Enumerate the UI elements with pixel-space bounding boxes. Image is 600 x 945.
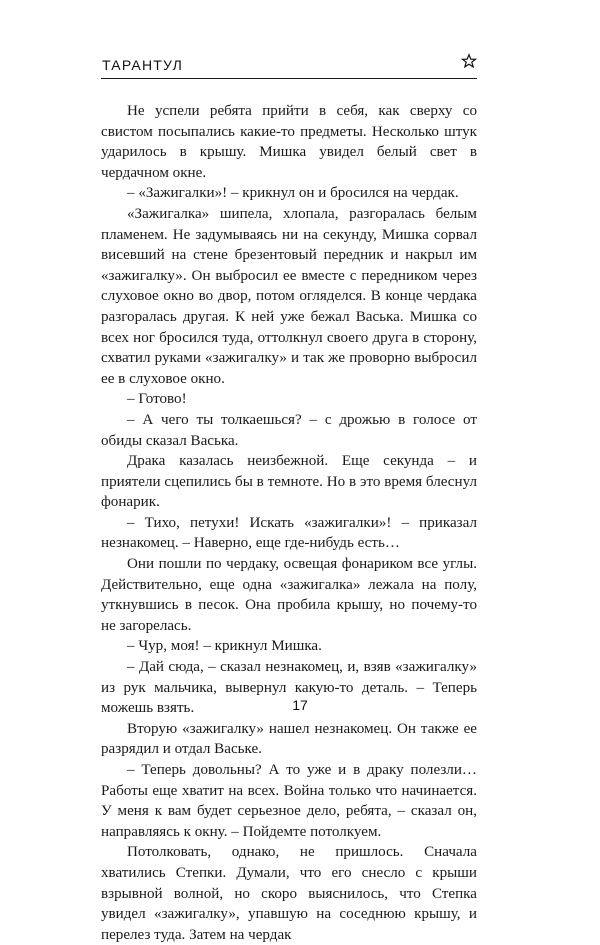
paragraph: Вторую «зажигалку» нашел незнакомец. Он также ее разрядил и отдал Ваське. — [101, 720, 477, 758]
paragraph: Потолковать, однако, не пришлось. Сначала хватились Степки. Думали, что его снесло с крыши взрывной волной, но скоро выяснилось, что Степка увидел «зажигалку», упавшую на соседнюю крышу, и перелез туда. Затем на чердак — [101, 844, 477, 943]
paragraph: Они пошли по чердаку, освещая фонариком все углы. Действительно, еще одна «зажигалка» лежала на полу, уткнувшись в песок. Она пробила крышу, но почему-то не загорелась. — [101, 556, 477, 634]
running-header-title: ТАРАНТУЛ — [102, 57, 184, 73]
paragraph: «Зажигалка» шипела, хлопала, разгоралась белым пламенем. Не задумываясь ни на секунду, Мишка сорвал висевший на стене брезентовый передник и накрыл им «зажигалку». Он выбросил ее вместе с передником через слуховое окно во двор, потом огляделся. В конце чердака разгоралась другая. К ней уже бежал Васька. Мишка со всех ног бросился туда, оттолкнул своего друга в сторону, схватил руками «зажигалку» и так же проворно выбросил ее в слуховое окно. — [101, 205, 477, 387]
paragraph: Не успели ребята прийти в себя, как сверху со свистом посыпались какие-то предметы. Несколько штук ударилось в крышу. Мишка увидел белый свет в чердачном окне. — [101, 103, 477, 181]
page-number: 17 — [292, 697, 308, 713]
running-header — [101, 48, 477, 79]
body-text — [101, 101, 477, 945]
paragraph: – Готово! — [127, 391, 187, 408]
star-icon — [461, 53, 477, 69]
paragraph: – Тихо, петухи! Искать «зажигалки»! – приказал незнакомец. – Наверно, еще где-нибудь есть… — [101, 514, 477, 552]
paragraph: – «Зажигалки»! – крикнул он и бросился на чердак. — [127, 185, 459, 202]
paragraph: Драка казалась неизбежной. Еще секунда – и приятели сцепились бы в темноте. Но в это время блеснул фонарик. — [101, 453, 477, 511]
paragraph: – Дай сюда, – сказал незнакомец, и, взяв «зажигалку» из рук мальчика, вывернул какую-то деталь. – Теперь можешь взять. — [101, 659, 477, 717]
paragraph: – А чего ты толкаешься? – с дрожью в голосе от обиды сказал Васька. — [101, 411, 477, 449]
paragraph: – Чур, моя! – крикнул Мишка. — [127, 638, 322, 655]
paragraph: – Теперь довольны? А то уже и в драку полезли… Работы еще хватит на всех. Война только что начинается. У меня к вам будет серьезное дело, ребята, – сказал он, направляясь к окну. – Пойдемте потолкуем. — [101, 762, 477, 840]
